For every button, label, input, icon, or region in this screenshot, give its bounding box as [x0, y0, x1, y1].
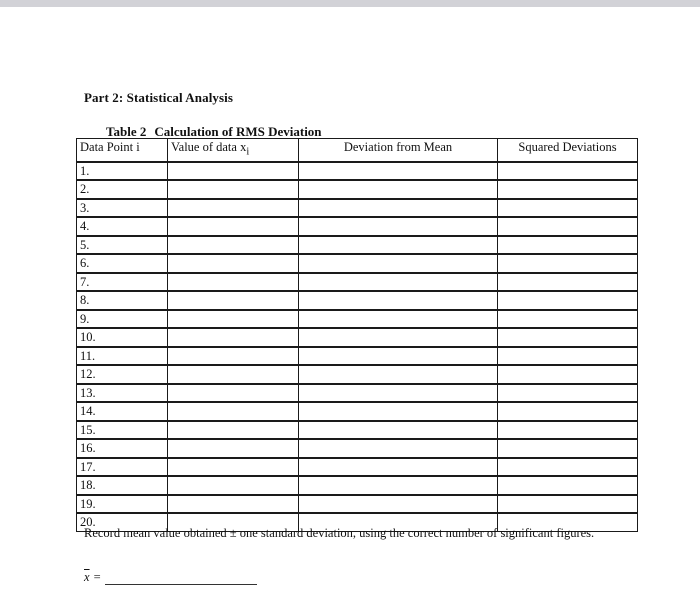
data-point-label: 10. — [77, 328, 168, 347]
data-point-label: 20. — [77, 513, 168, 531]
table-row — [77, 402, 638, 421]
value-cell[interactable] — [168, 439, 299, 458]
data-point-label: 5. — [77, 236, 168, 255]
data-point-label: 8. — [77, 291, 168, 310]
top-strip — [0, 0, 700, 7]
squared-deviation-cell[interactable] — [498, 402, 638, 421]
mean-value-line — [84, 570, 257, 585]
value-cell[interactable] — [168, 254, 299, 273]
deviation-cell[interactable] — [299, 310, 498, 329]
deviation-cell[interactable] — [299, 162, 498, 181]
table-row — [77, 217, 638, 236]
deviation-cell[interactable] — [299, 458, 498, 477]
table-row — [77, 273, 638, 292]
table-row — [77, 328, 638, 347]
deviation-cell[interactable] — [299, 495, 498, 514]
header-value-of-data — [168, 139, 299, 162]
table-row — [77, 199, 638, 218]
value-cell[interactable] — [168, 217, 299, 236]
squared-deviation-cell[interactable] — [498, 162, 638, 181]
table-row — [77, 310, 638, 329]
value-cell[interactable] — [168, 236, 299, 255]
squared-deviation-cell[interactable] — [498, 217, 638, 236]
deviation-cell[interactable] — [299, 384, 498, 403]
table-row — [77, 495, 638, 514]
squared-deviation-cell[interactable] — [498, 439, 638, 458]
squared-deviation-cell[interactable] — [498, 291, 638, 310]
data-point-label: 1. — [77, 162, 168, 181]
data-point-label: 19. — [77, 495, 168, 514]
table-row — [77, 458, 638, 477]
table-caption-number: Table 2 — [106, 124, 147, 139]
value-cell[interactable] — [168, 421, 299, 440]
table-row — [77, 236, 638, 255]
squared-deviation-cell[interactable] — [498, 199, 638, 218]
value-cell[interactable] — [168, 347, 299, 366]
data-point-label: 17. — [77, 458, 168, 477]
deviation-cell[interactable] — [299, 421, 498, 440]
data-point-label: 14. — [77, 402, 168, 421]
deviation-cell[interactable] — [299, 328, 498, 347]
deviation-cell[interactable] — [299, 347, 498, 366]
table-header-row — [77, 139, 638, 162]
deviation-cell[interactable] — [299, 199, 498, 218]
squared-deviation-cell[interactable] — [498, 365, 638, 384]
deviation-cell[interactable] — [299, 365, 498, 384]
deviation-cell[interactable] — [299, 254, 498, 273]
header-squared-deviations: Squared Deviations — [498, 139, 638, 162]
table-row — [77, 439, 638, 458]
table-row — [77, 347, 638, 366]
data-point-label: 7. — [77, 273, 168, 292]
data-point-label: 18. — [77, 476, 168, 495]
value-cell[interactable] — [168, 310, 299, 329]
data-point-label: 15. — [77, 421, 168, 440]
table-row — [77, 476, 638, 495]
data-point-label: 3. — [77, 199, 168, 218]
table-row — [77, 291, 638, 310]
table-row — [77, 421, 638, 440]
squared-deviation-cell[interactable] — [498, 458, 638, 477]
header-deviation-from-mean: Deviation from Mean — [299, 139, 498, 162]
table-row — [77, 384, 638, 403]
value-cell[interactable] — [168, 180, 299, 199]
deviation-cell[interactable] — [299, 217, 498, 236]
table-row — [77, 365, 638, 384]
header-data-point: Data Point i — [77, 139, 168, 162]
value-cell[interactable] — [168, 273, 299, 292]
squared-deviation-cell[interactable] — [498, 310, 638, 329]
mean-equals: = — [93, 570, 101, 584]
squared-deviation-cell[interactable] — [498, 384, 638, 403]
squared-deviation-cell[interactable] — [498, 495, 638, 514]
instruction-text: Record mean value obtained ± one standard deviation, using the correct number of significant figures. — [84, 526, 595, 540]
data-point-label: 11. — [77, 347, 168, 366]
squared-deviation-cell[interactable] — [498, 236, 638, 255]
table-row — [77, 254, 638, 273]
data-point-label: 2. — [77, 180, 168, 199]
data-point-label: 12. — [77, 365, 168, 384]
squared-deviation-cell[interactable] — [498, 273, 638, 292]
value-cell[interactable] — [168, 199, 299, 218]
data-point-label: 13. — [77, 384, 168, 403]
mean-value-blank[interactable] — [105, 570, 257, 585]
deviation-cell[interactable] — [299, 476, 498, 495]
value-cell[interactable] — [168, 365, 299, 384]
squared-deviation-cell[interactable] — [498, 476, 638, 495]
squared-deviation-cell[interactable] — [498, 421, 638, 440]
squared-deviation-cell[interactable] — [498, 347, 638, 366]
mean-symbol: $\overline{x}$ — [84, 570, 90, 584]
data-point-label: 4. — [77, 217, 168, 236]
table-row — [77, 180, 638, 199]
data-point-label: 16. — [77, 439, 168, 458]
value-cell[interactable] — [168, 384, 299, 403]
value-cell[interactable] — [168, 402, 299, 421]
value-cell[interactable] — [168, 476, 299, 495]
table-row — [77, 162, 638, 181]
value-cell[interactable] — [168, 495, 299, 514]
squared-deviation-cell[interactable] — [498, 180, 638, 199]
squared-deviation-cell[interactable] — [498, 328, 638, 347]
value-cell[interactable] — [168, 162, 299, 181]
deviation-cell[interactable] — [299, 236, 498, 255]
deviation-cell[interactable] — [299, 439, 498, 458]
deviation-cell[interactable] — [299, 402, 498, 421]
value-cell[interactable] — [168, 328, 299, 347]
deviation-cell[interactable] — [299, 273, 498, 292]
data-point-label: 9. — [77, 310, 168, 329]
header-value-of-data-text: Value of data x — [171, 140, 247, 154]
section-heading: Part 2: Statistical Analysis — [84, 90, 234, 105]
table-caption-title: Calculation of RMS Deviation — [154, 124, 322, 139]
value-cell[interactable] — [168, 291, 299, 310]
deviation-cell[interactable] — [299, 180, 498, 199]
squared-deviation-cell[interactable] — [498, 254, 638, 273]
deviation-cell[interactable] — [299, 291, 498, 310]
data-point-label: 6. — [77, 254, 168, 273]
header-value-subscript: i — [246, 146, 250, 158]
rms-deviation-table — [76, 138, 638, 532]
value-cell[interactable] — [168, 458, 299, 477]
